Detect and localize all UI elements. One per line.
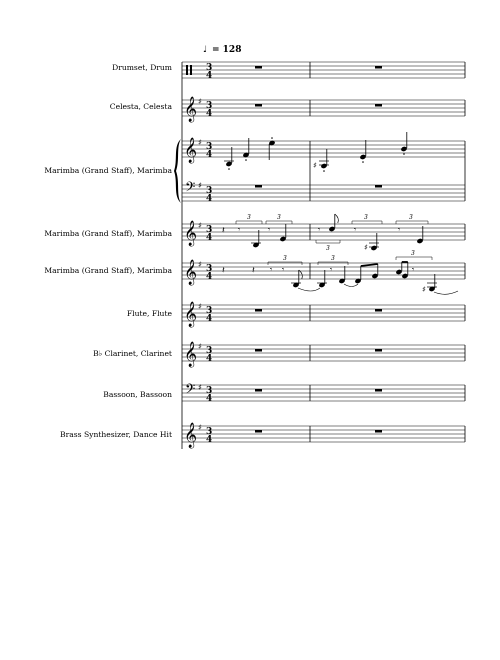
time-signature-numerator: 3 xyxy=(206,386,213,396)
beam xyxy=(361,264,378,266)
staff xyxy=(182,385,465,401)
sharp-icon: ♯ xyxy=(313,161,317,170)
eighth-rest-icon: 𝄾 xyxy=(238,225,241,234)
staff xyxy=(182,305,465,321)
time-signature-denominator: 4 xyxy=(206,435,213,445)
eighth-rest-icon: 𝄾 xyxy=(354,225,357,234)
treble-clef-icon: 𝄞 xyxy=(184,138,198,163)
time-signature-denominator: 4 xyxy=(206,233,213,243)
time-signature-denominator: 4 xyxy=(206,194,213,204)
quarter-rest-icon: 𝄽 xyxy=(222,266,225,276)
label-bassoon: Bassoon, Bassoon xyxy=(103,390,172,399)
tie xyxy=(344,284,358,287)
triplet-label: 3 xyxy=(411,250,415,257)
time-signatures xyxy=(206,63,212,445)
eighth-rest-icon: 𝄾 xyxy=(282,265,285,274)
sharp-icon: ♯ xyxy=(198,138,202,147)
treble-clef-icon: 𝄞 xyxy=(184,302,198,327)
quarter-rest-icon: 𝄽 xyxy=(222,226,225,236)
eighth-rest-icon: 𝄾 xyxy=(268,225,271,234)
instrument-labels xyxy=(44,63,172,439)
staff xyxy=(182,100,465,116)
time-signature-numerator: 3 xyxy=(206,346,213,356)
treble-clef-icon: 𝄞 xyxy=(184,260,198,285)
time-signature-numerator: 3 xyxy=(206,186,213,196)
sharp-icon: ♯ xyxy=(198,342,202,351)
time-signature-denominator: 4 xyxy=(206,109,213,119)
time-signature-denominator: 4 xyxy=(206,71,213,81)
staff xyxy=(182,185,465,201)
treble-clef-icon: 𝄞 xyxy=(184,97,198,122)
triplet-label: 3 xyxy=(283,255,287,262)
staves xyxy=(182,62,465,442)
eighth-rest-icon: 𝄾 xyxy=(270,265,273,274)
triplet-label: 3 xyxy=(409,214,413,221)
staff xyxy=(182,426,465,442)
time-signature-numerator: 3 xyxy=(206,225,213,235)
sharp-icon: ♯ xyxy=(198,423,202,432)
sharp-icon: ♯ xyxy=(198,221,202,230)
key-signatures xyxy=(198,97,202,432)
note xyxy=(359,140,366,163)
tie xyxy=(298,288,320,291)
triplet-label: 3 xyxy=(326,245,330,252)
time-signature-numerator: 3 xyxy=(206,142,213,152)
time-signature-denominator: 4 xyxy=(206,394,213,404)
eighth-rest-icon: 𝄾 xyxy=(318,225,321,234)
time-signature-numerator: 3 xyxy=(206,306,213,316)
grand-staff-brace xyxy=(174,139,181,203)
note xyxy=(242,138,249,161)
sharp-icon: ♯ xyxy=(198,97,202,106)
sharp-icon: ♯ xyxy=(198,302,202,311)
sharp-icon: ♯ xyxy=(198,260,202,269)
clefs xyxy=(184,65,197,448)
eighth-rest-icon: 𝄾 xyxy=(412,265,415,274)
measure-rests xyxy=(255,66,382,433)
sharp-icon: ♯ xyxy=(198,383,202,392)
marimba-1-notes xyxy=(224,132,408,172)
note xyxy=(224,147,234,170)
time-signature-numerator: 3 xyxy=(206,264,213,274)
triplet-label: 3 xyxy=(277,214,281,221)
staff xyxy=(182,141,465,157)
staff xyxy=(182,62,465,78)
triplet-label: 3 xyxy=(247,214,251,221)
sharp-icon: ♯ xyxy=(364,243,368,252)
sharp-icon: ♯ xyxy=(422,285,426,294)
note xyxy=(268,137,275,160)
time-signature-numerator: 3 xyxy=(206,101,213,111)
sharp-icon: ♯ xyxy=(198,181,202,190)
tempo-value: = 128 xyxy=(212,45,242,55)
time-signature-denominator: 4 xyxy=(206,150,213,160)
eighth-rest-icon: 𝄾 xyxy=(330,265,333,274)
label-marimba-3: Marimba (Grand Staff), Marimba xyxy=(44,266,172,275)
tempo-note-glyph: ♩ xyxy=(203,45,208,55)
tie xyxy=(434,291,458,294)
label-marimba-2: Marimba (Grand Staff), Marimba xyxy=(44,229,172,238)
time-signature-denominator: 4 xyxy=(206,314,213,324)
label-celesta: Celesta, Celesta xyxy=(109,102,172,111)
time-signature-numerator: 3 xyxy=(206,427,213,437)
label-drumset: Drumset, Drum xyxy=(112,63,172,72)
note xyxy=(400,132,407,155)
time-signature-denominator: 4 xyxy=(206,354,213,364)
time-signature-denominator: 4 xyxy=(206,272,213,282)
treble-clef-icon: 𝄞 xyxy=(184,342,198,367)
time-signature-numerator: 3 xyxy=(206,63,213,73)
triplet-label: 3 xyxy=(331,255,335,262)
label-brass-synth: Brass Synthesizer, Dance Hit xyxy=(60,430,172,439)
staff xyxy=(182,345,465,361)
quarter-rest-icon: 𝄽 xyxy=(252,266,255,276)
note xyxy=(313,149,329,172)
eighth-rest-icon: 𝄾 xyxy=(398,225,401,234)
tempo-marking xyxy=(203,45,241,55)
marimba-3-notes xyxy=(222,250,458,294)
treble-clef-icon: 𝄞 xyxy=(184,423,198,448)
label-marimba-1: Marimba (Grand Staff), Marimba xyxy=(44,166,172,175)
label-clarinet: B♭ Clarinet, Clarinet xyxy=(93,349,172,358)
marimba-2-notes xyxy=(222,214,428,252)
label-flute: Flute, Flute xyxy=(126,309,172,318)
bass-clef-icon: 𝄢 xyxy=(185,381,196,400)
treble-clef-icon: 𝄞 xyxy=(184,221,198,246)
bass-clef-icon: 𝄢 xyxy=(185,179,196,198)
triplet-label: 3 xyxy=(364,214,368,221)
